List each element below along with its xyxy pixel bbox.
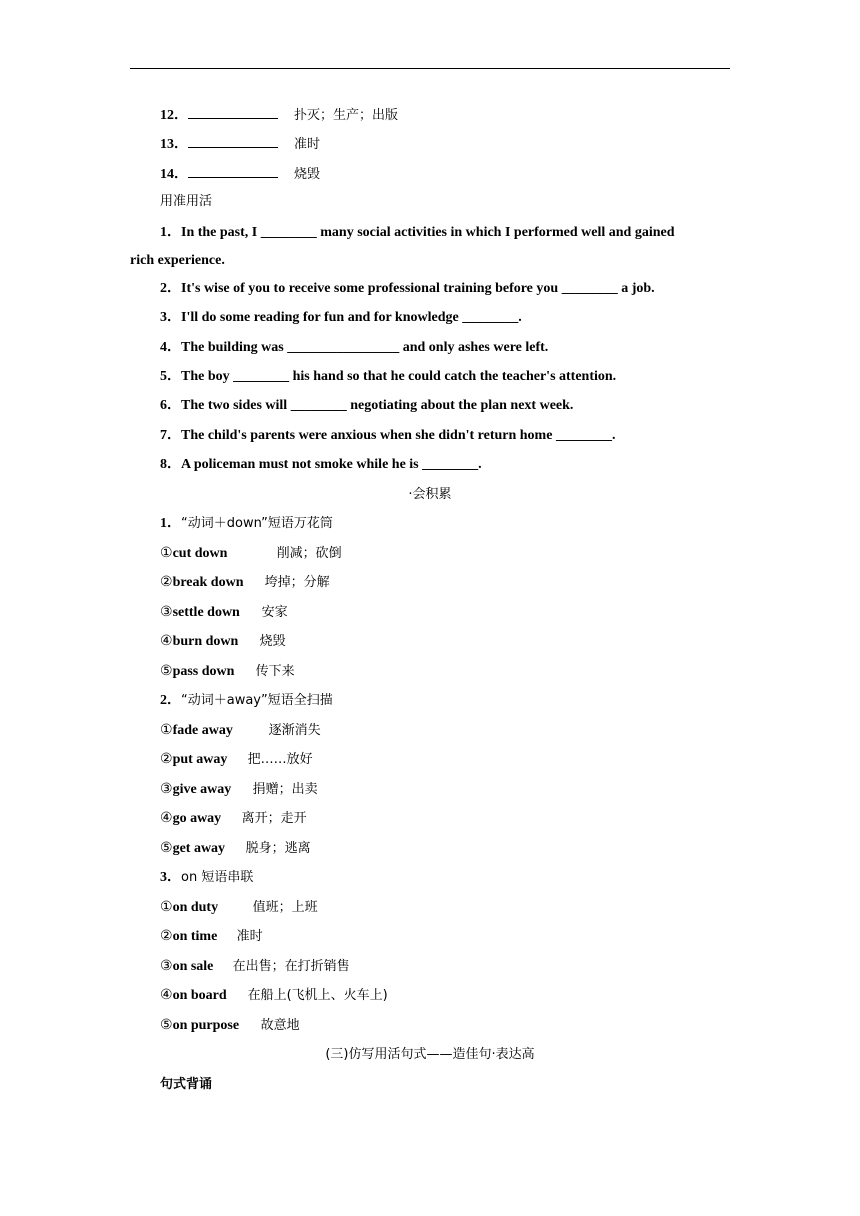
sentence-text: a job. bbox=[617, 281, 655, 296]
sentence-2 bbox=[160, 280, 655, 298]
phrase-meaning: 逐渐消失 bbox=[268, 723, 321, 738]
item-marker: ② bbox=[160, 752, 173, 767]
item-marker: ④ bbox=[160, 988, 173, 1003]
sentence-text: A policeman must not smoke while he is bbox=[181, 457, 423, 472]
sentence-blank: ________ bbox=[233, 369, 290, 384]
item-marker: ③ bbox=[160, 959, 173, 974]
section-heading-recite: 句式背诵 bbox=[160, 1077, 213, 1092]
phrase-meaning: 安家 bbox=[261, 605, 288, 620]
phrase-meaning: 垮掉；分解 bbox=[264, 575, 330, 590]
answer-blank bbox=[188, 164, 278, 178]
phrase-text: on purpose bbox=[172, 1018, 240, 1033]
sentence-4 bbox=[160, 339, 548, 357]
item-marker: ② bbox=[160, 929, 173, 944]
sentence-text: The building was bbox=[181, 340, 288, 355]
vocab-item-14 bbox=[160, 164, 320, 184]
sentence-blank: ________ bbox=[260, 225, 317, 240]
phrase-item bbox=[160, 987, 388, 1005]
section-heading-three: (三)仿写用活句式——造佳句·表达高 bbox=[325, 1047, 535, 1062]
phrase-item bbox=[160, 958, 350, 976]
item-marker: ⑤ bbox=[160, 664, 173, 679]
item-marker: ④ bbox=[160, 811, 173, 826]
phrase-meaning: 脱身；逃离 bbox=[245, 841, 311, 856]
header-rule bbox=[130, 68, 730, 69]
phrase-meaning: 传下来 bbox=[255, 664, 295, 679]
item-marker: ③ bbox=[160, 605, 173, 620]
item-marker: ⑤ bbox=[160, 841, 173, 856]
group-title: “动词＋down”短语万花筒 bbox=[181, 516, 333, 531]
vocab-item-12 bbox=[160, 105, 398, 125]
sentence-number: 3． bbox=[160, 310, 181, 325]
item-number: 13． bbox=[160, 137, 188, 152]
sentence-text: and only ashes were left. bbox=[399, 340, 549, 355]
sentence-number: 1． bbox=[160, 225, 181, 240]
sentence-blank: ________ bbox=[422, 457, 479, 472]
sentence-text: . bbox=[478, 457, 482, 472]
phrase-text: on time bbox=[172, 929, 218, 944]
phrase-item bbox=[160, 722, 321, 740]
sentence-text: many social activities in which I performed well and gained bbox=[316, 225, 675, 240]
phrase-item bbox=[160, 633, 286, 651]
sentence-blank: ________ bbox=[561, 281, 618, 296]
phrase-text: settle down bbox=[172, 605, 240, 620]
phrase-text: go away bbox=[172, 811, 222, 826]
item-marker: ① bbox=[160, 546, 173, 561]
sentence-text: I'll do some reading for fun and for knowledge bbox=[181, 310, 463, 325]
sentence-1 bbox=[160, 224, 675, 242]
phrase-item bbox=[160, 545, 342, 563]
answer-blank bbox=[188, 134, 278, 148]
phrase-text: pass down bbox=[172, 664, 235, 679]
sentence-3 bbox=[160, 309, 522, 327]
sentence-text: The two sides will bbox=[181, 398, 291, 413]
item-meaning: 烧毁 bbox=[294, 167, 321, 182]
group-title: on 短语串联 bbox=[181, 870, 254, 885]
sentence-7 bbox=[160, 427, 615, 445]
phrase-text: put away bbox=[172, 752, 228, 767]
phrase-text: give away bbox=[172, 782, 232, 797]
phrase-meaning: 准时 bbox=[236, 929, 263, 944]
sentence-number: 5． bbox=[160, 369, 181, 384]
phrase-meaning: 捐赠；出卖 bbox=[252, 782, 318, 797]
phrase-text: on duty bbox=[172, 900, 219, 915]
phrase-text: on sale bbox=[172, 959, 214, 974]
group-number: 1． bbox=[160, 516, 181, 531]
sentence-text: The child's parents were anxious when she didn't return home bbox=[181, 428, 556, 443]
phrase-text: on board bbox=[172, 988, 227, 1003]
phrase-item bbox=[160, 1017, 300, 1035]
phrase-meaning: 削减；砍倒 bbox=[276, 546, 342, 561]
item-marker: ③ bbox=[160, 782, 173, 797]
phrase-meaning: 故意地 bbox=[260, 1018, 300, 1033]
sentence-number: 8． bbox=[160, 457, 181, 472]
section-heading-accumulate: ·会积累 bbox=[408, 487, 452, 502]
group-heading bbox=[160, 869, 253, 887]
phrase-item bbox=[160, 604, 288, 622]
phrase-item bbox=[160, 574, 330, 592]
phrase-item bbox=[160, 928, 263, 946]
sentence-text: . bbox=[611, 428, 616, 443]
sentence-blank: ________ bbox=[555, 428, 612, 443]
vocab-item-13 bbox=[160, 134, 320, 154]
sentence-number: 4． bbox=[160, 340, 181, 355]
phrase-meaning: 值班；上班 bbox=[252, 900, 318, 915]
sentence-text: negotiating about the plan next week. bbox=[346, 398, 574, 413]
sentence-number: 6． bbox=[160, 398, 181, 413]
phrase-item bbox=[160, 840, 311, 858]
sentence-text: In the past, I bbox=[181, 225, 261, 240]
item-number: 12． bbox=[160, 108, 188, 123]
item-meaning: 扑灭；生产；出版 bbox=[294, 108, 399, 123]
sentence-1-continuation: rich experience. bbox=[130, 253, 225, 268]
sentence-text: his hand so that he could catch the teacher's attention. bbox=[289, 369, 617, 384]
phrase-meaning: 在船上(飞机上、火车上) bbox=[247, 988, 388, 1003]
sentence-number: 7． bbox=[160, 428, 181, 443]
phrase-text: get away bbox=[172, 841, 226, 856]
sentence-5 bbox=[160, 368, 616, 386]
sentence-8 bbox=[160, 456, 482, 474]
phrase-item bbox=[160, 810, 307, 828]
sentence-text: The boy bbox=[181, 369, 234, 384]
answer-blank bbox=[188, 105, 278, 119]
item-number: 14． bbox=[160, 167, 188, 182]
group-heading bbox=[160, 692, 333, 710]
sentence-blank: ________ bbox=[290, 398, 347, 413]
item-marker: ⑤ bbox=[160, 1018, 173, 1033]
group-title: “动词＋away”短语全扫描 bbox=[181, 693, 333, 708]
sentence-number: 2． bbox=[160, 281, 181, 296]
item-marker: ① bbox=[160, 900, 173, 915]
group-heading bbox=[160, 515, 333, 533]
item-marker: ② bbox=[160, 575, 173, 590]
phrase-text: break down bbox=[172, 575, 244, 590]
phrase-meaning: 烧毁 bbox=[259, 634, 286, 649]
phrase-text: burn down bbox=[172, 634, 239, 649]
item-marker: ① bbox=[160, 723, 173, 738]
phrase-item bbox=[160, 781, 318, 799]
section-heading-use: 用准用活 bbox=[160, 194, 213, 209]
phrase-meaning: 把……放好 bbox=[247, 752, 313, 767]
phrase-meaning: 在出售；在打折销售 bbox=[232, 959, 350, 974]
sentence-blank: ________ bbox=[462, 310, 519, 325]
phrase-text: fade away bbox=[172, 723, 233, 738]
phrase-meaning: 离开；走开 bbox=[241, 811, 307, 826]
item-marker: ④ bbox=[160, 634, 173, 649]
sentence-text: It's wise of you to receive some professional training before you bbox=[181, 281, 562, 296]
phrase-item bbox=[160, 663, 295, 681]
sentence-6 bbox=[160, 397, 573, 415]
item-meaning: 准时 bbox=[294, 137, 321, 152]
phrase-item bbox=[160, 899, 318, 917]
group-number: 2． bbox=[160, 693, 181, 708]
phrase-text: cut down bbox=[172, 546, 228, 561]
phrase-item bbox=[160, 751, 313, 769]
sentence-blank: ________________ bbox=[287, 340, 400, 355]
sentence-text: . bbox=[518, 310, 522, 325]
group-number: 3． bbox=[160, 870, 181, 885]
